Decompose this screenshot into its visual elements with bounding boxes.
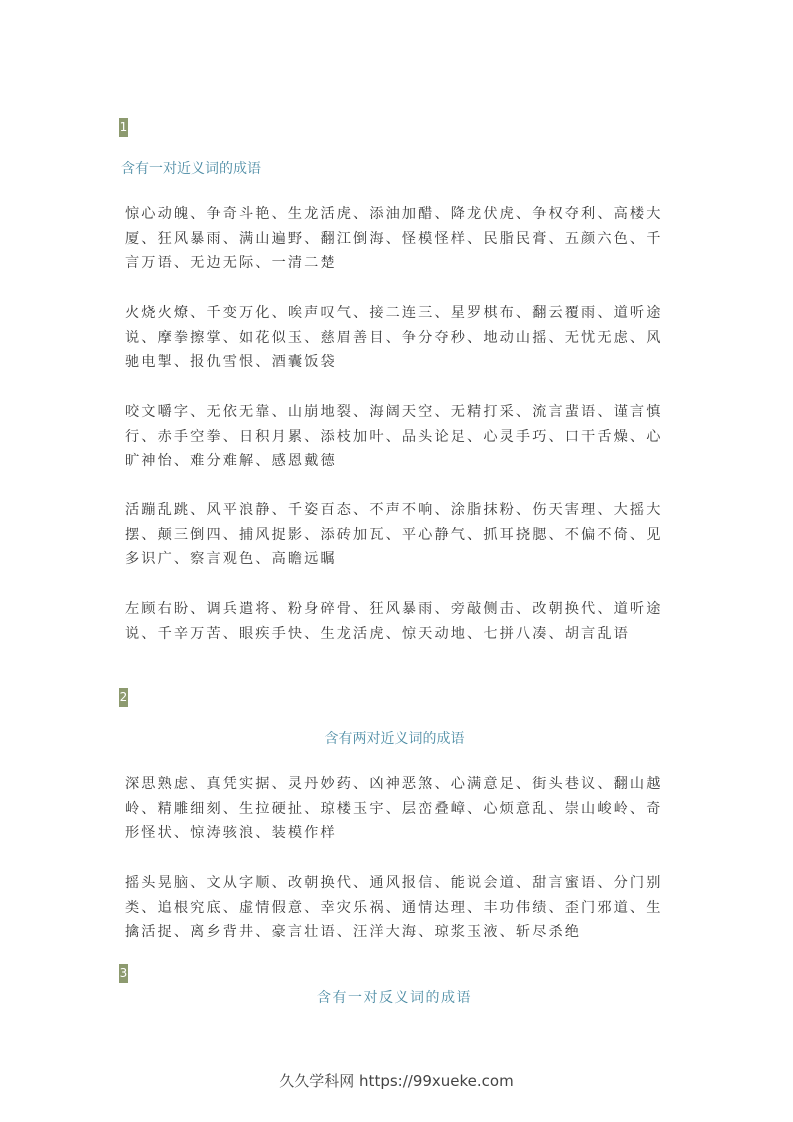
section-number-1: 1	[119, 118, 128, 137]
section-1-paragraph-1: 惊心动魄、争奇斗艳、生龙活虎、添油加醋、降龙伏虎、争权夺利、高楼大厦、狂风暴雨、满山遍野、翻江倒海、怪模怪样、民脂民膏、五颜六色、千言万语、无边无际、一清二楚	[125, 206, 663, 271]
section-title-1: 含有一对近义词的成语	[121, 161, 261, 177]
page-footer: 久久学科网 https://99xueke.com	[279, 1072, 514, 1090]
section-1-paragraph-2: 火烧火燎、千变万化、唉声叹气、接二连三、星罗棋布、翻云覆雨、道听途说、摩拳擦掌、如花似玉、慈眉善目、争分夺秒、地动山摇、无忧无虑、风驰电掣、报仇雪恨、酒囊饭袋	[125, 305, 663, 370]
section-2-paragraph-2: 摇头晃脑、文从字顺、改朝换代、通风报信、能说会道、甜言蜜语、分门别类、追根究底、虚情假意、幸灾乐祸、通情达理、丰功伟绩、歪门邪道、生擒活捉、离乡背井、豪言壮语、汪洋大海、琼浆玉液、斩尽杀绝	[125, 875, 663, 940]
section-title-3: 含有一对反义词的成语	[317, 990, 472, 1006]
section-1-paragraph-3: 咬文嚼字、无依无靠、山崩地裂、海阔天空、无精打采、流言蜚语、谨言慎行、赤手空拳、日积月累、添枝加叶、品头论足、心灵手巧、口干舌燥、心旷神怡、难分难解、感恩戴德	[125, 404, 663, 469]
section-number-2: 2	[119, 688, 128, 707]
section-number-3: 3	[119, 964, 128, 983]
section-1-paragraph-4: 活蹦乱跳、风平浪静、千姿百态、不声不响、涂脂抹粉、伤天害理、大摇大摆、颠三倒四、捕风捉影、添砖加瓦、平心静气、抓耳挠腮、不偏不倚、见多识广、察言观色、高瞻远瞩	[125, 502, 663, 567]
section-title-2: 含有两对近义词的成语	[324, 731, 465, 747]
section-1-paragraph-5: 左顾右盼、调兵遣将、粉身碎骨、狂风暴雨、旁敲侧击、改朝换代、道听途说、千辛万苦、眼疾手快、生龙活虎、惊天动地、七拼八凑、胡言乱语	[125, 601, 663, 642]
section-2-paragraph-1: 深思熟虑、真凭实据、灵丹妙药、凶神恶煞、心满意足、街头巷议、翻山越岭、精雕细刻、生拉硬扯、琼楼玉宇、层峦叠嶂、心烦意乱、崇山峻岭、奇形怪状、惊涛骇浪、装模作样	[125, 776, 663, 841]
